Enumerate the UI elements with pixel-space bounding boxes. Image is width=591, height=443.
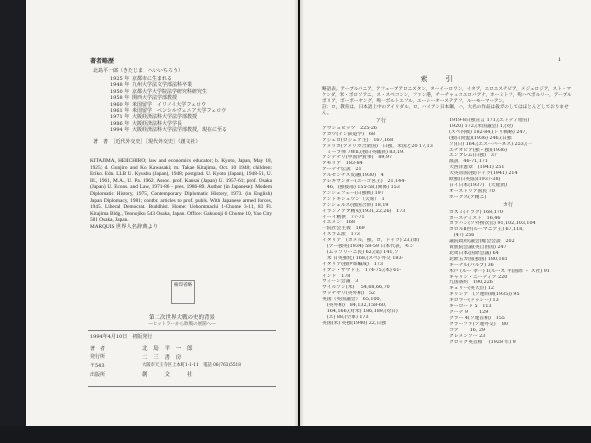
bio-text: 米国留学 イリノイ大学フェロウ <box>132 101 207 108</box>
index-entry: アジェロ(ロジェア主) 167,168 <box>322 137 394 143</box>
index-entry: クレメンソー 23 <box>449 333 486 339</box>
colophon <box>90 344 241 378</box>
index-column-right <box>449 118 567 345</box>
index-entry: グラー 4(ソ連首相) 155 <box>449 315 505 321</box>
bio-year: 1958 年 <box>110 95 130 102</box>
book-cover-edge <box>0 0 26 443</box>
index-entry: カロルⅡ世(ルーマニア王) 67,118, <box>449 227 524 233</box>
index-entry: 演説 46-71,171 <box>449 159 488 165</box>
index-entry: アンテナリ(中国伊賀事) 89,97 <box>322 155 393 161</box>
index-entry: 欧独(日英協)(1937-38) <box>449 177 501 183</box>
bio-text: 米国留学 ペンシルヴェニア大学フェロウ <box>132 108 227 115</box>
index-entry: インド 178 <box>322 273 351 279</box>
marquis-credit: MARQUIS 世界人名辞典より <box>90 223 159 230</box>
colophon-rule-top <box>88 330 276 331</box>
bio-text: 大阪経済法科大学法学部教授，現在に至る <box>132 127 228 134</box>
bio-year: 1925 年 <box>110 76 130 82</box>
index-entry: イスラム派 173 <box>322 232 360 238</box>
index-entry: (47) 256 <box>449 233 475 239</box>
index-entry: クーデ 9 129 <box>449 310 489 315</box>
index-entry: ゴア 16, 29 <box>449 327 485 333</box>
index-entry: アーテナ伝説 21 <box>322 167 362 173</box>
english-biography <box>90 158 272 231</box>
colophon-label: 著 者 <box>90 345 106 352</box>
index-entry: アレキサンダー(ユーゴ宮王) 21,144- <box>322 179 406 185</box>
index-entry: ソ)(日) 164,(エスーパーネス) 253,(一 <box>449 141 532 147</box>
index-entry: (スペ内戦) 182-84,(トリ戦略) 247, <box>449 129 527 135</box>
index-entry: (ムッソリーニ民) 62,(第) 141,ソ <box>322 249 399 255</box>
colophon-value: 大阪市天王寺区上本町1-1-11 電話 06(763)5518 <box>142 362 242 368</box>
index-entry: イタリア(独伊軍編成) 173 <box>322 261 383 267</box>
stamp-text: 検印省略 <box>174 283 192 288</box>
bio-text: 京都大学大学院法学研究科研究生 <box>132 88 208 95</box>
author-bio-heading: 著者略歴 <box>90 58 115 65</box>
colophon-label: 発行所 <box>90 354 106 361</box>
index-entry: ギロラー(ドゥシー) 13 <box>449 298 499 304</box>
index-entry: キーナル(パルプ) 36 <box>449 262 494 268</box>
index-entry: 一院社会主義 169 <box>322 226 365 232</box>
index-section-heading: カ行 <box>502 201 513 208</box>
index-entry: (独日同盟)(1936) 246,(日独 <box>449 135 512 141</box>
book-subtitle: ―ヒットラーから敗戦の展開へ― <box>148 322 216 327</box>
index-entry: 英国（英国議会） 65,100, <box>322 297 382 303</box>
index-entry: 英国(米) 英独(1940) 22,日独 <box>322 320 386 326</box>
index-entry: エチオピア(独・独)(1936) <box>449 147 507 153</box>
bio-year: 1950 年 <box>110 88 130 95</box>
index-entry: 1919-8日独宣言 171,(エトディ他宣) <box>449 118 530 123</box>
index-entry: ウッチヤリ(英外相) 52 <box>322 291 375 297</box>
colophon-value: 創 文 社 <box>142 372 195 379</box>
index-entry: ミーラ卵 7Wn,(独日英職員) 83,19. <box>322 149 405 155</box>
colophon-label: 〒543 <box>90 362 105 369</box>
index-entry: 議院政府(議会)総会会談 202 <box>449 239 515 245</box>
colophon-row <box>90 353 241 362</box>
index-entry: (エ) 88,(空軍) 173 <box>322 314 369 320</box>
book-title: 第二次世界大戦の史的背景 <box>148 315 215 321</box>
bio-year: 1948 年 <box>110 82 130 89</box>
table-surface <box>0 426 591 443</box>
index-entry: 46，(独接部) 155-58,(関係) 153 <box>322 184 400 190</box>
index-entry: イーイ精供 77-71 <box>322 214 365 220</box>
colophon-value: 二 三 書 房 <box>142 354 184 361</box>
index-entry: アモリア 183-84 <box>322 161 363 167</box>
index-entry: キュリー(英大臣) 12 <box>449 286 494 292</box>
bio-timeline <box>110 76 227 134</box>
index-entry: (アー独英(1934) 58-59 日本代表，モン <box>322 244 415 250</box>
bio-year: 1960 年 <box>110 101 130 108</box>
index-entry: ウイルソン(米) 54,68,66,70 <box>322 285 390 291</box>
index-entry: ホークス(ア精ニ) <box>449 194 487 200</box>
index-column-left <box>322 117 440 327</box>
colophon-row <box>90 344 241 353</box>
index-entry: 北欧五カ国(独国) 180,181 <box>449 256 508 262</box>
index-entry: 北周日本(国際会議) 64 <box>449 250 499 256</box>
bio-year: 1986 年 <box>110 120 130 127</box>
index-entry: アウシュビッツ 225-26 <box>322 125 377 131</box>
index-entry: クロッグ英首相 (1928 年) 9 <box>449 339 516 345</box>
index-intro-text: 略語表。アーブルバニア，アフェーブアロニスタン，ターイーロワン，イタア，エロエスチピア，メジェロジア，スト・マケンダ，米・ポロソアニ，ス・スベコンン，ファン港，チーチャュコユロバアナ，ホーミトフ，殉ハベボルリー，アーブルボリア，ボーボーヤング，殉一ボルトエフル，エーシーオーステアフ，ルーモーマーアン。 <box>322 87 572 104</box>
index-entry: ガズミ(イラク) 168,170 <box>449 209 503 215</box>
bio-text: 九州大学法文学部法科卒業 <box>132 82 193 89</box>
index-entry: イブン・サウド王 174-75,(本) 61- <box>322 267 402 273</box>
author-name-line: 北島平一郎（きたじま へいいちろう） <box>93 68 184 74</box>
index-section-heading: ア行 <box>375 118 386 124</box>
index-entry: ウィーン会議 3 <box>322 279 359 285</box>
right-page <box>300 0 591 426</box>
index-entry: イタリア (カメル，独，ロ，ドイツ) 23,(軍) <box>322 238 420 244</box>
index-entry: 日イ日本(1937) (大経済) <box>449 182 508 188</box>
bio-text: 大阪経済法科大学学長 <box>132 120 183 127</box>
bio-text: 京都市に生まれる <box>132 76 173 82</box>
index-entry: 貴族院会議(英自由国) 247 <box>449 245 507 251</box>
index-entry: 164,166,(対米) 186,189,(対日) <box>322 309 398 314</box>
index-entry: (英外相) 84,132,158-60, <box>322 303 387 309</box>
index-entry: 九国条約 190,226 <box>449 280 493 286</box>
index-entry: エンブレム(日独) 37 <box>449 153 497 159</box>
index-entry: 大英帝国(独)ドイツ(1941) 214 <box>449 171 518 177</box>
colophon-rule-bottom <box>88 386 276 387</box>
index-entry: キャリン・ニーディア 220 <box>449 274 508 280</box>
bio-text: 関西大学法学部教授 <box>132 95 178 102</box>
publication-date: 1994年4月10日 初版発行 <box>90 334 153 340</box>
left-page <box>26 0 298 426</box>
index-entry: ギリシア (ソ連時期(1935)) 95 <box>449 292 520 298</box>
colophon-row <box>90 370 241 379</box>
index-entry: アントキシュワン（欠席） 1 <box>322 196 385 202</box>
index-entry: オーストリア国民 70 <box>449 188 495 194</box>
books-line: 著 書 ［近代外交史］［現代外交史］（創文社） <box>93 139 201 145</box>
index-entry: 米 日英独化) 168,(スペ) 外交 183- <box>322 255 404 261</box>
page-number: 1 <box>558 57 562 63</box>
index-title: 索引 <box>420 75 471 83</box>
bio-row <box>110 127 227 133</box>
index-entry: 1920) 172,(米国議会) 1,(対) <box>449 123 513 129</box>
index-entry: イエメン 168 <box>322 220 355 226</box>
index-entry: キーロード 5 113 <box>449 304 492 310</box>
bio-text: 大阪経済法科大学法学部教授 <box>132 114 198 121</box>
index-entry: カラハン(ソ外務次官) 91,102,103,104 <box>449 221 536 227</box>
colophon-value: 北 島 平 一 郎 <box>142 346 195 353</box>
index-entry: アルゼンチス皮融(1930) 4 <box>322 173 384 179</box>
index-entry: アメリカ(アメリカ合衆国) 日独，米国と20 17,13 <box>322 143 433 149</box>
index-entry: アンシュフェー(日独戦) 197 <box>322 190 384 196</box>
bio-year: 1971 年 <box>110 114 130 121</box>
index-entry: イランノアブ精史(1931,22,26) 173 <box>322 208 406 214</box>
index-entry: カースディスト 16,46 <box>449 215 501 221</box>
colophon-row <box>90 361 241 370</box>
index-entry: アンシュルス(独国合併) 18,19 <box>322 202 389 208</box>
index-intro-note: 註：ロ，教育は，日本語上中のアイリダル，ロ，ハイアン日本鋼，ハ，大名の作品は殺ガのしてはほとんどしておりません。 <box>322 105 569 116</box>
colophon-label: 出版所 <box>90 371 106 378</box>
index-entry: 木戸 (ルー 孝一) 1(ルーズ 平(国際 ・ ス社) 91 <box>449 268 550 274</box>
index-intro <box>322 87 572 117</box>
index-entry: クラーファ(ソ連外交) 80 <box>449 321 509 327</box>
bio-year: 1961 年 <box>110 108 130 115</box>
book-gutter-shadow <box>294 0 304 426</box>
english-biography-text: KITAJIMA, HEIICHIRO; law and economics educator; b. Kyoto, Japan, May 18, 1925; d. Gunjiro and Ko Kawasaki; m. Takae Kitajima, Oct. 10 1948; children: Eriko. Edn. LLB U. Kyushu (Japan), 1948; postgrad. U. Kyoto (Japan), 1948-51, U. Ill., 1961, M.A., U. Pa. 1962. Assoc. prof. Kansai (Japan) U. 1957-61; prof. Osaka (Japan) U. Econs. and Law, 1971-86 - pres. 1986-89. Author (in Japanese): Modern Diplomatic History, 1975, Contemporary Diplomatic History, 1973. (in English) Japan Diplomacy, 1981; contbr. articles to prof. publs. With Japanese armed forces, 1945. Liberal Democrat. Buddhist. Home: Uehommachi 1-Chome 3-11, 83 Fl. Kitajima Bldg., Tennojiku 543 Osaka, Japan. Office: Gakuonji 6 Chome 10, Yao City 581 Osaka, Japan. <box>90 158 272 224</box>
index-entry: 大西洋憲章 (1941) 251 <box>449 165 505 171</box>
bio-year: 1994 年 <box>110 127 130 134</box>
seal-stamp <box>171 280 195 304</box>
index-entry: アカワ(イン鉄道学) 68 <box>322 131 375 137</box>
